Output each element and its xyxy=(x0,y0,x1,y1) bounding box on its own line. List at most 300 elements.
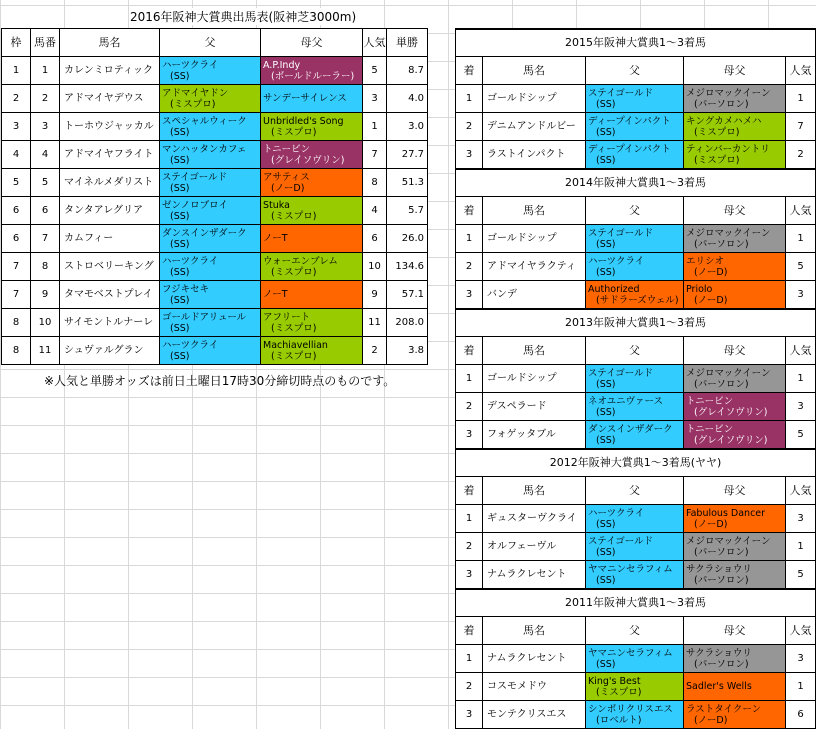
sire-cell-line: (SS) xyxy=(170,70,190,82)
sire-cell-line: (SS) xyxy=(596,154,616,166)
sire-cell-line: ゼンノロブロイ xyxy=(162,199,228,211)
popularity: 7 xyxy=(786,113,816,141)
broodmare-sire-cell-line: サクラショウリ xyxy=(686,647,752,659)
broodmare-sire-cell-line: A.P.Indy xyxy=(263,59,301,71)
broodmare-sire-cell xyxy=(261,337,363,365)
horse-name: コスモメドウ xyxy=(483,673,586,701)
popularity: 1 xyxy=(786,225,816,253)
table-row xyxy=(456,253,816,281)
popularity: 3 xyxy=(786,281,816,310)
column-header: 馬名 xyxy=(483,197,586,225)
finish-rank: 1 xyxy=(456,365,483,393)
broodmare-sire-cell-line: (パーソロン) xyxy=(694,378,749,390)
horse-name: デニムアンドルビー xyxy=(483,113,586,141)
popularity: 2 xyxy=(363,337,387,365)
section-title: 2013年阪神大賞典1～3着馬 xyxy=(456,309,816,337)
table-row xyxy=(2,281,428,309)
broodmare-sire-cell-line: (グレイソヴリン) xyxy=(694,434,768,446)
horse-name: ラストインパクト xyxy=(483,141,586,170)
popularity: 9 xyxy=(363,281,387,309)
table-row xyxy=(456,225,816,253)
sire-cell-line: ステイゴールド xyxy=(588,367,654,379)
sire-cell-line: Authorized xyxy=(588,283,640,295)
column-header: 馬名 xyxy=(483,617,586,645)
header-row xyxy=(456,337,816,365)
win-odds: 134.6 xyxy=(387,253,428,281)
horse-name: アドマイヤデウス xyxy=(60,85,160,113)
popularity: 7 xyxy=(363,141,387,169)
sire-cell-line: (ミスプロ) xyxy=(170,98,216,110)
column-header: 父 xyxy=(586,477,684,505)
column-header: 父 xyxy=(586,617,684,645)
sire-cell-line: King's Best xyxy=(588,675,641,687)
broodmare-sire-cell-line: (ノーD) xyxy=(694,294,728,306)
win-odds: 5.7 xyxy=(387,197,428,225)
column-header: 人気 xyxy=(786,477,816,505)
column-header: 着 xyxy=(456,337,483,365)
broodmare-sire-cell-line: ノーT xyxy=(263,233,288,244)
broodmare-sire-cell xyxy=(261,169,363,197)
column-header: 父 xyxy=(586,57,684,85)
broodmare-sire-cell-line: (ミスプロ) xyxy=(694,126,740,138)
horse-name: ゴールドシップ xyxy=(483,365,586,393)
broodmare-sire-cell-line: (ミスプロ) xyxy=(694,154,740,166)
sire-cell-line: ハーツクライ xyxy=(588,507,645,519)
finish-rank: 2 xyxy=(456,533,483,561)
sire-cell-line: (SS) xyxy=(596,126,616,138)
header-row xyxy=(456,617,816,645)
broodmare-sire-cell xyxy=(684,645,786,673)
broodmare-sire-cell-line: アフリート xyxy=(263,311,311,323)
broodmare-sire-cell xyxy=(684,85,786,113)
horse-number: 6 xyxy=(31,197,60,225)
sire-cell-line: ハーツクライ xyxy=(588,255,645,267)
column-header: 人気 xyxy=(786,337,816,365)
waku-number: 7 xyxy=(2,253,31,281)
horse-name: サイモントルナーレ xyxy=(60,309,160,337)
sire-cell-line: (ミスプロ) xyxy=(596,686,642,698)
win-odds: 3.0 xyxy=(387,113,428,141)
horse-number: 5 xyxy=(31,169,60,197)
sire-cell xyxy=(586,421,684,450)
broodmare-sire-cell-line: トニービン xyxy=(263,143,311,155)
broodmare-sire-cell xyxy=(261,281,363,309)
horse-name: ギュスターヴクライ xyxy=(483,505,586,533)
horse-name: タマモベストプレイ xyxy=(60,281,160,309)
popularity: 6 xyxy=(363,225,387,253)
horse-name: カレンミロティック xyxy=(60,57,160,85)
horse-name: アドマイヤラクティ xyxy=(483,253,586,281)
sire-cell-line: ダンスインザダーク xyxy=(162,227,247,239)
table-row xyxy=(456,365,816,393)
waku-number: 8 xyxy=(2,309,31,337)
broodmare-sire-cell-line: ラストタイクーン xyxy=(686,703,762,715)
finish-rank: 3 xyxy=(456,141,483,170)
broodmare-sire-cell-line: (ミスプロ) xyxy=(271,322,317,334)
broodmare-sire-cell xyxy=(261,113,363,141)
broodmare-sire-cell-line: メジロマックイーン xyxy=(686,367,771,379)
table-row xyxy=(2,141,428,169)
finish-rank: 3 xyxy=(456,421,483,450)
column-header: 母父 xyxy=(684,477,786,505)
win-odds: 3.8 xyxy=(387,337,428,365)
broodmare-sire-cell-line: ノーT xyxy=(263,289,288,300)
sire-cell xyxy=(160,113,261,141)
horse-number: 3 xyxy=(31,113,60,141)
sire-cell-line: (SS) xyxy=(170,238,190,250)
table-row xyxy=(2,113,428,141)
table-row xyxy=(2,85,428,113)
table-row xyxy=(456,701,816,729)
sire-cell-line: (SS) xyxy=(170,126,190,138)
win-odds: 51.3 xyxy=(387,169,428,197)
finish-rank: 3 xyxy=(456,561,483,590)
broodmare-sire-cell-line: (グレイソヴリン) xyxy=(271,154,345,166)
column-header: 人気 xyxy=(363,29,387,57)
sire-cell-line: (SS) xyxy=(170,350,190,362)
waku-number: 1 xyxy=(2,57,31,85)
sire-cell-line: ディープインパクト xyxy=(588,115,671,127)
broodmare-sire-cell-line: サンデーサイレンス xyxy=(263,93,347,104)
win-odds: 27.7 xyxy=(387,141,428,169)
horse-name: シュヴァルグラン xyxy=(60,337,160,365)
popularity: 6 xyxy=(786,701,816,729)
broodmare-sire-cell xyxy=(261,253,363,281)
finish-rank: 3 xyxy=(456,701,483,729)
sire-cell-line: (SS) xyxy=(170,294,190,306)
sire-cell xyxy=(586,113,684,141)
broodmare-sire-cell-line: (パーソロン) xyxy=(694,574,749,586)
column-header: 着 xyxy=(456,617,483,645)
sire-cell xyxy=(586,505,684,533)
waku-number: 7 xyxy=(2,281,31,309)
broodmare-sire-cell xyxy=(684,113,786,141)
table-row xyxy=(2,225,428,253)
broodmare-sire-cell xyxy=(684,561,786,590)
broodmare-sire-cell-line: (ノーD) xyxy=(694,518,728,530)
sire-cell-line: (SS) xyxy=(596,266,616,278)
broodmare-sire-cell xyxy=(684,421,786,450)
broodmare-sire-cell xyxy=(684,505,786,533)
broodmare-sire-cell xyxy=(684,281,786,310)
popularity: 3 xyxy=(363,85,387,113)
broodmare-sire-cell-line: (パーソロン) xyxy=(694,238,749,250)
sire-cell xyxy=(586,673,684,701)
horse-name: アドマイヤフライト xyxy=(60,141,160,169)
sire-cell xyxy=(586,561,684,590)
horse-number: 2 xyxy=(31,85,60,113)
broodmare-sire-cell-line: (パーソロン) xyxy=(694,546,749,558)
popularity: 5 xyxy=(786,253,816,281)
sire-cell xyxy=(586,533,684,561)
column-header: 馬名 xyxy=(483,57,586,85)
sire-cell xyxy=(586,141,684,170)
waku-number: 4 xyxy=(2,141,31,169)
sire-cell-line: (SS) xyxy=(596,518,616,530)
popularity: 4 xyxy=(363,197,387,225)
column-header: 父 xyxy=(586,337,684,365)
waku-number: 8 xyxy=(2,337,31,365)
popularity: 5 xyxy=(786,421,816,450)
sire-cell xyxy=(586,645,684,673)
horse-number: 1 xyxy=(31,57,60,85)
broodmare-sire-cell-line: アサティス xyxy=(263,171,310,183)
section-title-row xyxy=(456,29,816,57)
horse-name: ゴールドシップ xyxy=(483,85,586,113)
horse-name: ゴールドシップ xyxy=(483,225,586,253)
table-row xyxy=(456,393,816,421)
table-row xyxy=(2,309,428,337)
table-row xyxy=(2,337,428,365)
sire-cell-line: (SS) xyxy=(596,434,616,446)
waku-number: 6 xyxy=(2,197,31,225)
sire-cell xyxy=(160,225,261,253)
finish-rank: 1 xyxy=(456,645,483,673)
horse-name: フォゲッタブル xyxy=(483,421,586,450)
sire-cell xyxy=(160,309,261,337)
finish-rank: 1 xyxy=(456,85,483,113)
horse-name: モンテクリスエス xyxy=(483,701,586,729)
table-row xyxy=(456,505,816,533)
broodmare-sire-cell-line: Unbridled's Song xyxy=(263,115,344,127)
column-header: 母父 xyxy=(684,337,786,365)
horse-name: バンデ xyxy=(483,281,586,310)
column-header: 父 xyxy=(586,197,684,225)
broodmare-sire-cell xyxy=(261,141,363,169)
column-header: 人気 xyxy=(786,57,816,85)
broodmare-sire-cell-line: (ノーD) xyxy=(694,266,728,278)
popularity: 3 xyxy=(786,645,816,673)
popularity: 1 xyxy=(363,113,387,141)
sire-cell-line: ハーツクライ xyxy=(162,255,219,267)
table-row xyxy=(456,113,816,141)
horse-name: タンタアレグリア xyxy=(60,197,160,225)
sire-cell-line: (SS) xyxy=(170,210,190,222)
header-row xyxy=(456,197,816,225)
column-header: 着 xyxy=(456,197,483,225)
broodmare-sire-cell-line: (ノーD) xyxy=(694,714,728,726)
broodmare-sire-cell xyxy=(684,393,786,421)
horse-number: 9 xyxy=(31,281,60,309)
popularity: 1 xyxy=(786,85,816,113)
table-row xyxy=(456,645,816,673)
section-title: 2015年阪神大賞典1～3着馬 xyxy=(456,29,816,57)
odds-note: ※人気と単勝オッズは前日土曜日17時30分締切時点のものです。 xyxy=(44,374,396,388)
sire-cell-line: (SS) xyxy=(596,406,616,418)
section-title-row xyxy=(456,449,816,477)
broodmare-sire-cell xyxy=(261,225,363,253)
popularity: 1 xyxy=(786,673,816,701)
broodmare-sire-cell-line: ウォーエンブレム xyxy=(263,255,338,267)
popularity: 11 xyxy=(363,309,387,337)
sire-cell xyxy=(160,57,261,85)
finish-rank: 2 xyxy=(456,113,483,141)
column-header: 馬名 xyxy=(483,477,586,505)
sire-cell-line: (SS) xyxy=(596,238,616,250)
broodmare-sire-cell xyxy=(261,309,363,337)
sire-cell-line: (ロベルト) xyxy=(596,714,642,726)
popularity: 8 xyxy=(363,169,387,197)
table-row xyxy=(456,141,816,170)
horse-name: オルフェーヴル xyxy=(483,533,586,561)
sire-cell xyxy=(160,281,261,309)
broodmare-sire-cell-line: メジロマックイーン xyxy=(686,227,771,239)
popularity: 1 xyxy=(786,365,816,393)
column-header: 着 xyxy=(456,57,483,85)
main-title: 2016年阪神大賞典出馬表(阪神芝3000m) xyxy=(130,10,357,24)
broodmare-sire-cell xyxy=(684,141,786,170)
sire-cell xyxy=(160,85,261,113)
sire-cell xyxy=(160,141,261,169)
sire-cell-line: マンハッタンカフェ xyxy=(162,143,247,155)
broodmare-sire-cell-line: (ノーD) xyxy=(271,182,305,194)
broodmare-sire-cell-line: (グレイソヴリン) xyxy=(694,406,768,418)
broodmare-sire-cell xyxy=(684,701,786,729)
popularity: 10 xyxy=(363,253,387,281)
broodmare-sire-cell xyxy=(684,225,786,253)
popularity: 3 xyxy=(786,505,816,533)
column-header: 枠 xyxy=(2,29,31,57)
finish-rank: 2 xyxy=(456,673,483,701)
popularity: 3 xyxy=(786,393,816,421)
sire-cell-line: ヤマニンセラフィム xyxy=(588,563,673,575)
sire-cell-line: シンボリクリスエス xyxy=(588,703,673,715)
broodmare-sire-cell-line: トニービン xyxy=(686,395,734,407)
broodmare-sire-cell-line: (ミスプロ) xyxy=(271,126,317,138)
horse-number: 11 xyxy=(31,337,60,365)
column-header: 馬番 xyxy=(31,29,60,57)
sire-cell-line: ハーツクライ xyxy=(162,339,219,351)
column-header: 母父 xyxy=(684,197,786,225)
sire-cell-line: (SS) xyxy=(596,546,616,558)
column-header: 父 xyxy=(160,29,261,57)
broodmare-sire-cell-line: ティンバーカントリ xyxy=(686,143,770,155)
broodmare-sire-cell xyxy=(684,365,786,393)
section-title-row xyxy=(456,309,816,337)
broodmare-sire-cell-line: Priolo xyxy=(686,283,713,295)
section-title: 2012年阪神大賞典1～3着馬(ヤヤ) xyxy=(456,449,816,477)
header-row xyxy=(456,57,816,85)
win-odds: 208.0 xyxy=(387,309,428,337)
column-header: 着 xyxy=(456,477,483,505)
broodmare-sire-cell xyxy=(684,253,786,281)
sire-cell xyxy=(586,85,684,113)
broodmare-sire-cell xyxy=(684,533,786,561)
waku-number: 2 xyxy=(2,85,31,113)
horse-name: トーホウジャッカル xyxy=(60,113,160,141)
win-odds: 8.7 xyxy=(387,57,428,85)
section-title-row xyxy=(456,589,816,617)
table-row xyxy=(2,197,428,225)
sire-cell-line: フジキセキ xyxy=(162,283,210,295)
header-row xyxy=(456,477,816,505)
sire-cell-line: (SS) xyxy=(596,658,616,670)
win-odds: 26.0 xyxy=(387,225,428,253)
sire-cell-line: (SS) xyxy=(596,574,616,586)
popularity: 2 xyxy=(786,141,816,170)
broodmare-sire-cell-line: メジロマックイーン xyxy=(686,87,771,99)
broodmare-sire-cell-line: (ミスプロ) xyxy=(271,350,317,362)
sire-cell xyxy=(586,393,684,421)
horse-name: カムフィー xyxy=(60,225,160,253)
sire-cell-line: ハーツクライ xyxy=(162,59,219,71)
header-row xyxy=(2,29,428,57)
popularity: 5 xyxy=(786,561,816,590)
broodmare-sire-cell xyxy=(261,197,363,225)
table-row xyxy=(2,169,428,197)
section-title: 2011年阪神大賞典1～3着馬 xyxy=(456,589,816,617)
broodmare-sire-cell xyxy=(261,57,363,85)
sire-cell-line: ネオユニヴァース xyxy=(588,395,664,407)
broodmare-sire-cell-line: トニービン xyxy=(686,423,734,435)
horse-number: 4 xyxy=(31,141,60,169)
sire-cell-line: (SS) xyxy=(170,154,190,166)
broodmare-sire-cell-line: (ミスプロ) xyxy=(271,266,317,278)
broodmare-sire-cell xyxy=(684,673,786,701)
column-header: 母父 xyxy=(684,617,786,645)
sire-cell-line: アドマイヤドン xyxy=(162,87,229,99)
sire-cell-line: ディープインパクト xyxy=(588,143,671,155)
broodmare-sire-cell-line: (ミスプロ) xyxy=(271,210,317,222)
section-title-row xyxy=(456,169,816,197)
sire-cell xyxy=(586,365,684,393)
finish-rank: 3 xyxy=(456,281,483,310)
horse-number: 8 xyxy=(31,253,60,281)
sire-cell-line: ステイゴールド xyxy=(588,535,654,547)
table-row xyxy=(456,561,816,590)
finish-rank: 2 xyxy=(456,253,483,281)
column-header: 母父 xyxy=(261,29,363,57)
sire-cell-line: ヤマニンセラフィム xyxy=(588,647,673,659)
win-odds: 4.0 xyxy=(387,85,428,113)
horse-name: ストロベリーキング xyxy=(60,253,160,281)
sire-cell xyxy=(586,701,684,729)
sire-cell xyxy=(160,337,261,365)
finish-rank: 2 xyxy=(456,393,483,421)
table-row xyxy=(456,421,816,450)
sire-cell-line: (SS) xyxy=(596,98,616,110)
broodmare-sire-cell-line: Stuka xyxy=(263,199,290,211)
table-row xyxy=(2,57,428,85)
table-row xyxy=(456,673,816,701)
broodmare-sire-cell-line: メジロマックイーン xyxy=(686,535,771,547)
column-header: 人気 xyxy=(786,197,816,225)
sire-cell-line: ステイゴールド xyxy=(162,171,228,183)
sire-cell xyxy=(160,169,261,197)
broodmare-sire-cell-line: Sadler's Wells xyxy=(686,681,752,692)
sire-cell-line: (サドラーズウェル) xyxy=(596,294,679,306)
sire-cell-line: スペシャルウィーク xyxy=(162,115,247,127)
win-odds: 57.1 xyxy=(387,281,428,309)
horse-name: デスペラード xyxy=(483,393,586,421)
history-table xyxy=(455,28,816,729)
sire-cell xyxy=(160,197,261,225)
popularity: 5 xyxy=(363,57,387,85)
sire-cell-line: (SS) xyxy=(170,182,190,194)
column-header: 単勝 xyxy=(387,29,428,57)
broodmare-sire-cell-line: (パーソロン) xyxy=(694,98,749,110)
table-row xyxy=(456,85,816,113)
sire-cell-line: (SS) xyxy=(596,378,616,390)
column-header: 人気 xyxy=(786,617,816,645)
finish-rank: 1 xyxy=(456,225,483,253)
broodmare-sire-cell-line: (ボールドルーラー) xyxy=(271,70,355,82)
waku-number: 6 xyxy=(2,225,31,253)
sire-cell xyxy=(160,253,261,281)
broodmare-sire-cell xyxy=(261,85,363,113)
broodmare-sire-cell-line: Machiavellian xyxy=(263,339,328,351)
broodmare-sire-cell-line: Fabulous Dancer xyxy=(686,507,766,519)
